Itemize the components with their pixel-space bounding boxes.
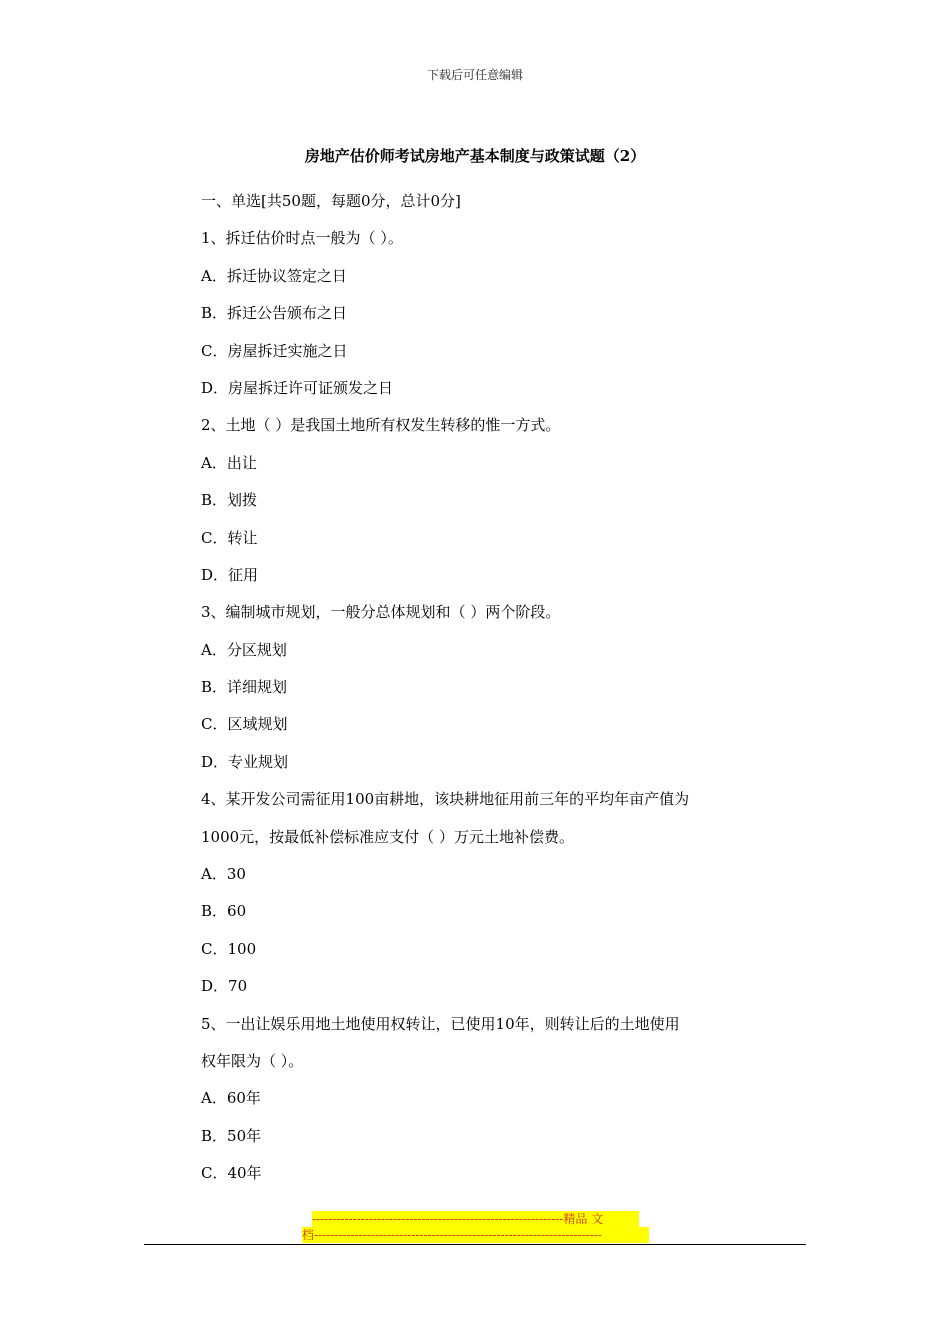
question-list bbox=[201, 190, 761, 1200]
q4-option-b: B．60 bbox=[201, 902, 247, 921]
footer-divider bbox=[144, 1244, 806, 1245]
q1-option-c: C．房屋拆迁实施之日 bbox=[201, 341, 348, 360]
question-3: 3、编制城市规划，一般分总体规划和（ ）两个阶段。 bbox=[201, 603, 561, 622]
q3-option-c: C．区域规划 bbox=[201, 715, 288, 734]
q4-option-d: D．70 bbox=[201, 977, 248, 996]
q5-option-b: B．50年 bbox=[201, 1126, 262, 1145]
footer-row-2: 档----------------------------------------------------------------------- bbox=[302, 1227, 649, 1243]
footer-watermark bbox=[302, 1211, 652, 1243]
q3-option-a: A．分区规划 bbox=[201, 640, 287, 659]
question-2: 2、土地（ ）是我国土地所有权发生转移的惟一方式。 bbox=[201, 416, 561, 435]
header-note: 下载后可任意编辑 bbox=[426, 68, 523, 82]
q1-option-a: A．拆迁协议签定之日 bbox=[201, 266, 347, 285]
section-heading: 一、单选[共50题，每题0分，总计0分] bbox=[201, 192, 461, 210]
q2-option-c: C．转让 bbox=[201, 528, 258, 547]
q2-option-a: A．出让 bbox=[201, 453, 257, 472]
footer-row-1: --------------------------------------------------------------精品 文 bbox=[312, 1211, 639, 1227]
question-5-line-1: 5、一出让娱乐用地土地使用权转让，已使用10年，则转让后的土地使用 bbox=[201, 1014, 680, 1033]
question-5-line-2: 权年限为（ ）。 bbox=[201, 1051, 304, 1070]
q3-option-b: B．详细规划 bbox=[201, 678, 288, 697]
question-1: 1、拆迁估价时点一般为（ ）。 bbox=[201, 229, 403, 248]
q1-option-b: B．拆迁公告颁布之日 bbox=[201, 304, 348, 323]
document-title: 房地产估价师考试房地产基本制度与政策试题（2） bbox=[304, 147, 646, 165]
q2-option-b: B．划拨 bbox=[201, 491, 258, 510]
q5-option-a: A．60年 bbox=[201, 1089, 261, 1108]
q2-option-d: D．征用 bbox=[201, 565, 259, 584]
q1-option-d: D．房屋拆迁许可证颁发之日 bbox=[201, 378, 394, 397]
question-4-line-1: 4、某开发公司需征用100亩耕地，该块耕地征用前三年的平均年亩产值为 bbox=[201, 790, 690, 809]
q4-option-a: A．30 bbox=[201, 865, 246, 884]
q4-option-c: C．100 bbox=[201, 939, 257, 958]
q3-option-d: D．专业规划 bbox=[201, 752, 289, 771]
question-4-line-2: 1000元，按最低补偿标准应支付（ ）万元土地补偿费。 bbox=[201, 827, 574, 846]
q5-option-c: C．40年 bbox=[201, 1164, 262, 1183]
